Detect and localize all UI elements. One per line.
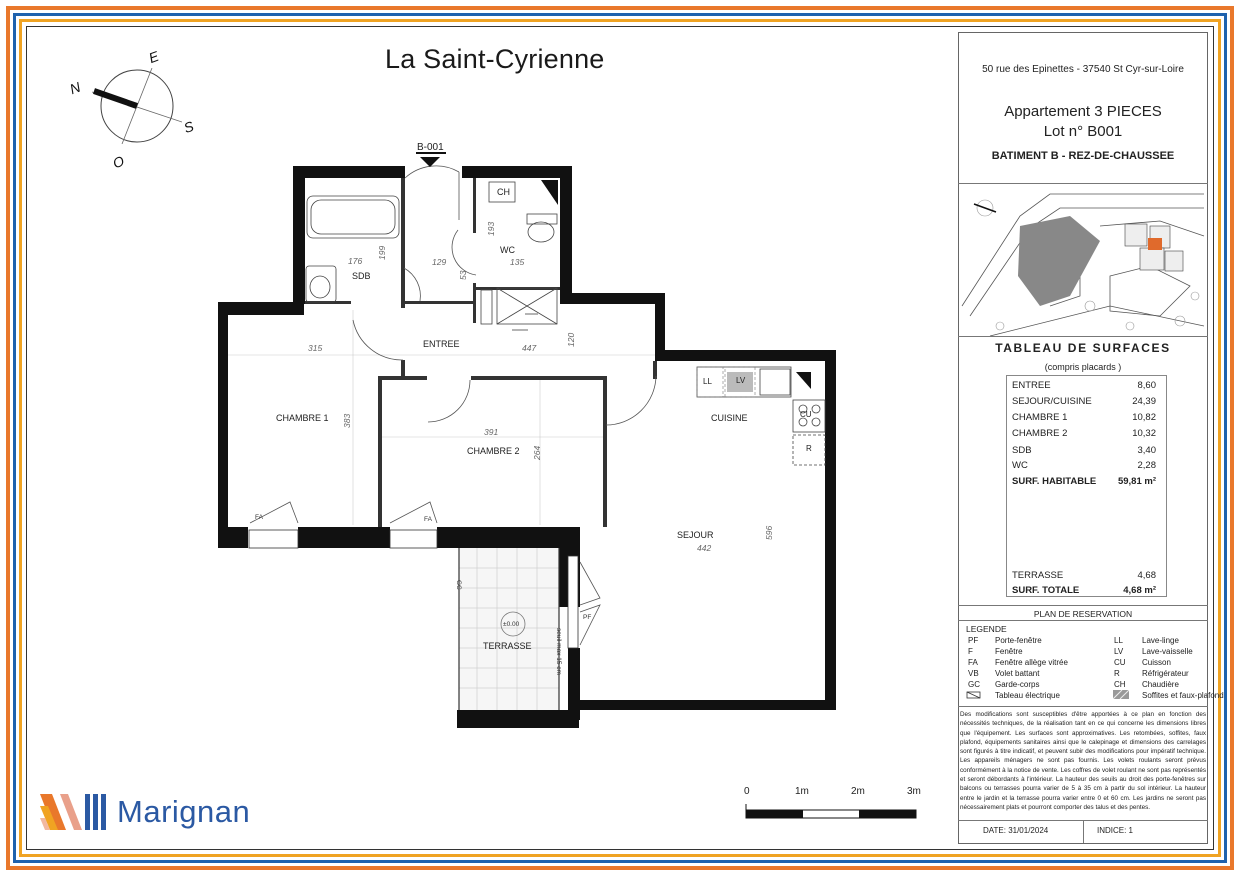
dim-entree-h: 120 <box>566 332 576 347</box>
surface-value: 2,28 <box>1137 460 1156 471</box>
address: 50 rue des Epinettes - 37540 St Cyr-sur-Loire <box>982 64 1184 75</box>
appliance-r: R <box>806 444 812 453</box>
surface-value: 8,60 <box>1137 380 1156 391</box>
dim-sejour-w: 442 <box>697 543 712 553</box>
surface-value: 10,32 <box>1132 428 1156 439</box>
dim-sdb-h: 199 <box>377 245 387 260</box>
scale-2m: 2m <box>851 786 865 797</box>
date-indice-divider <box>1083 820 1084 843</box>
legend-text: Chaudière <box>1142 680 1179 689</box>
legend-text: Fenêtre <box>995 647 1023 656</box>
surface-label: SURF. TOTALE <box>1012 585 1080 596</box>
compass-o: O <box>110 152 127 172</box>
room-sejour: SEJOUR <box>677 530 714 540</box>
site-plan-map <box>960 186 1206 336</box>
soffit-icon <box>1113 690 1129 699</box>
apartment-type: Appartement 3 PIECES <box>1004 103 1162 120</box>
legend-code: PF <box>968 636 979 645</box>
dim-wc-h: 193 <box>486 221 496 236</box>
brand-name: Marignan <box>117 794 251 829</box>
room-wc: WC <box>500 245 515 255</box>
building-floor: BATIMENT B - REZ-DE-CHAUSSEE <box>991 150 1175 162</box>
room-terrasse: TERRASSE <box>483 641 532 651</box>
compass-s: S <box>181 117 196 137</box>
level-label: ±0.00 <box>503 621 520 628</box>
lot-number: Lot n° B001 <box>1043 123 1123 140</box>
divider <box>958 706 1208 707</box>
legend-text: Volet battant <box>995 669 1040 678</box>
legend-text: Cuisson <box>1142 658 1171 667</box>
surface-label: CHAMBRE 2 <box>1012 428 1068 439</box>
entry-arrow <box>416 152 446 167</box>
legend-title: LEGENDE <box>966 624 1007 634</box>
surface-label: ENTREE <box>1012 380 1051 391</box>
lot-highlight <box>1148 238 1162 250</box>
surface-label: SURF. HABITABLE <box>1012 476 1097 487</box>
legend-code: GC <box>968 680 980 689</box>
partitions <box>305 178 657 527</box>
scale-3m: 3m <box>907 786 921 797</box>
scale-0: 0 <box>744 786 750 797</box>
dim-ch1-w: 315 <box>308 343 323 353</box>
divider <box>958 183 1208 184</box>
legend-text: Réfrigérateur <box>1142 669 1189 678</box>
legend-text: Lave-vaisselle <box>1142 647 1193 656</box>
dim-sejour-h: 596 <box>764 525 774 540</box>
electrical-panel-icon <box>966 691 982 699</box>
scale-1m: 1m <box>795 786 809 797</box>
surface-label: CHAMBRE 1 <box>1012 412 1068 423</box>
surface-label: WC <box>1012 460 1028 471</box>
dim-door-53: 53 <box>458 270 468 280</box>
room-cuisine: CUISINE <box>711 413 748 423</box>
dim-ch2-w: 391 <box>484 427 499 437</box>
legend-code: VB <box>968 669 979 678</box>
surface-label: TERRASSE <box>1012 570 1064 581</box>
marignan-logo-icon <box>40 792 106 832</box>
dim-ch2-h: 264 <box>532 445 542 460</box>
legend-text: Tableau électrique <box>995 691 1060 700</box>
surface-value: 4,68 m² <box>1123 585 1156 596</box>
disclaimer-notes: Des modifications sont susceptibles d'être apportées à ce plan en fonction des nécessités techniques, de la réalisation tant en ce qui concerne les dimensions libres que l'équipement. Les surfaces sont approximatives. Les retombées, soffites, faux plafond, équipements sanitaires ainsi que le calepinage et dimensions des carrelages sont figurés à titre indicatif, et peuvent subir des modifications pour impératif technique. Les appareils ménagers ne sont pas fournis. Les volets roulants seront prévus conformément à la notice de vente. Les coffres de volet roulant ne sont pas représentés et seront débordants à l'intérieur. La hauteur des seuils au droit des porte-fenêtres sur balcons ou terrasses pourra varier de 5 à 35 cm à partir du sol intérieur. La hauteur entre le jardin et la terrasse pourra varier entre 0 et 60 cm. Les jardins ne seront pas nécessairement plats et pourront comporter des talus et des pentes. <box>960 711 1206 811</box>
surface-label: SEJOUR/CUISINE <box>1012 396 1092 407</box>
appliance-lv: LV <box>736 376 746 385</box>
scale-bar <box>744 800 920 824</box>
legend-code: LL <box>1114 636 1123 645</box>
dim-wc-w: 135 <box>510 257 525 267</box>
surface-value: 3,40 <box>1137 445 1156 456</box>
surface-value: 59,81 m² <box>1117 476 1156 487</box>
mark-gc: GC <box>455 580 462 590</box>
room-chambre2: CHAMBRE 2 <box>467 446 520 456</box>
legend-code: LV <box>1114 647 1124 656</box>
seuil-label: seuil max 15 cm <box>555 628 562 675</box>
room-chambre1: CHAMBRE 1 <box>276 413 329 423</box>
dim-entree-top: 129 <box>432 257 447 267</box>
surface-value: 4,68 <box>1137 570 1156 581</box>
appliance-cu: CU <box>800 410 812 419</box>
legend-code: R <box>1114 669 1120 678</box>
divider <box>958 605 1208 606</box>
compass-n: N <box>67 78 83 98</box>
plan-reservation-label: PLAN DE RESERVATION <box>1033 609 1133 619</box>
page-title: La Saint-Cyrienne <box>385 44 605 74</box>
dim-sdb-w: 176 <box>348 256 363 266</box>
surfaces-subtitle: (compris placards ) <box>1044 362 1122 372</box>
appliance-ll: LL <box>703 377 712 386</box>
compass-e: E <box>146 47 161 67</box>
legend-text: Fenêtre allège vitrée <box>995 658 1068 667</box>
mark-fa2: FA <box>424 516 432 523</box>
mark-fa1: FA <box>255 514 263 521</box>
divider <box>958 620 1208 621</box>
surface-label: SDB <box>1012 445 1032 456</box>
legend-text: Lave-linge <box>1142 636 1179 645</box>
legend-text: Soffites et faux-plafond <box>1142 691 1224 700</box>
surface-value: 10,82 <box>1132 412 1156 423</box>
legend-code: F <box>968 647 973 656</box>
surfaces-title: TABLEAU DE SURFACES <box>995 341 1171 355</box>
divider <box>958 336 1208 337</box>
date-label: DATE: 31/01/2024 <box>983 826 1049 835</box>
arrow-lines <box>512 314 538 330</box>
dim-entree-w: 447 <box>522 343 537 353</box>
legend-code: CU <box>1114 658 1126 667</box>
indice-label: INDICE: 1 <box>1097 826 1134 835</box>
surface-value: 24,39 <box>1132 396 1156 407</box>
legend-text: Porte-fenêtre <box>995 636 1042 645</box>
legend-text: Garde-corps <box>995 680 1040 689</box>
room-entree: ENTREE <box>423 339 460 349</box>
mark-pf: PF <box>583 614 592 621</box>
dim-ch1-h: 383 <box>342 413 352 428</box>
legend-code: CH <box>1114 680 1126 689</box>
room-sdb: SDB <box>352 271 371 281</box>
legend-code: FA <box>968 658 978 667</box>
terrace-tiles <box>459 548 559 710</box>
lot-tag: B-001 <box>417 142 444 153</box>
appliance-ch: CH <box>497 187 510 197</box>
